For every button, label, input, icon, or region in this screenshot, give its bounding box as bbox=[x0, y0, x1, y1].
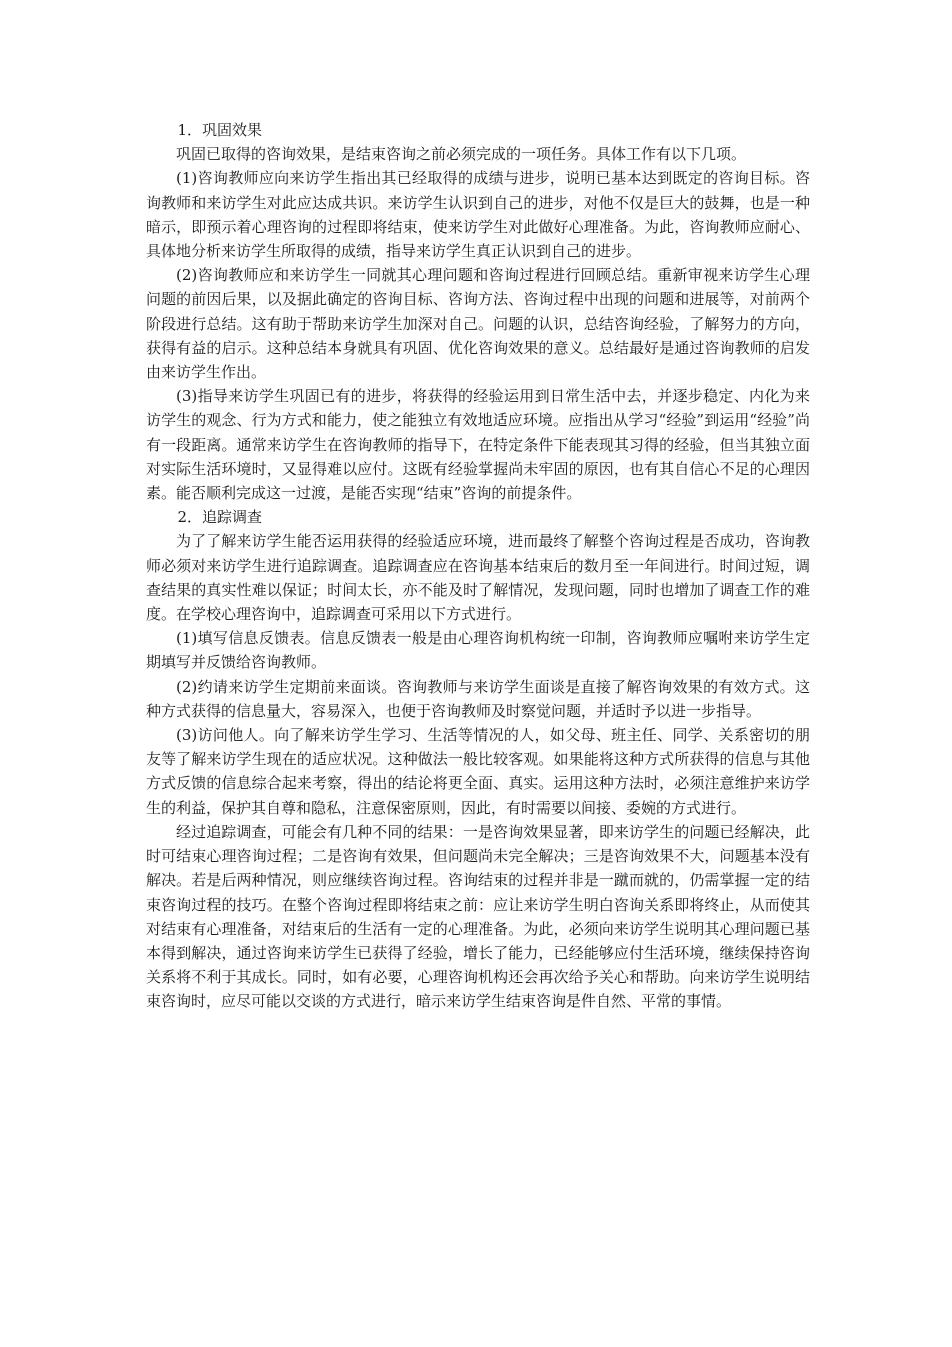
paragraph: (3)指导来访学生巩固已有的进步，将获得的经验运用到日常生活中去，并逐步稳定、内化为来访学生的观念、行为方式和能力，使之能独立有效地适应环境。应指出从学习“经验”到运用“经验”尚有一段距离。通常来访学生在咨询教师的指导下，在特定条件下能表现其习得的经验，但当其独立面对实际生活环境时，又显得难以应付。这既有经验掌握尚未牢固的原因，也有其自信心不足的心理因素。能否顺利完成这一过渡，是能否实现“结束”咨询的前提条件。 bbox=[146, 387, 810, 503]
section-heading-consolidate-effect: 1．巩固效果 bbox=[177, 121, 263, 139]
document-page bbox=[146, 118, 810, 1014]
paragraph: 经过追踪调查，可能会有几种不同的结果：一是咨询效果显著，即来访学生的问题已经解决，此时可结束心理咨询过程；二是咨询有效果，但问题尚未完全解决；三是咨询效果不大，问题基本没有解决。若是后两种情况，则应继续咨询过程。咨询结束的过程并非是一蹴而就的，仍需掌握一定的结束咨询过程的技巧。在整个咨询过程即将结束之前：应让来访学生明白咨询关系即将终止，从而使其对结束有心理准备，对结束后的生活有一定的心理准备。为此，必须向来访学生说明其心理问题已基本得到解决，通过咨询来访学生已获得了经验，增长了能力，已经能够应付生活环境，继续保持咨询关系将不利于其成长。同时，如有必要，心理咨询机构还会再次给予关心和帮助。向来访学生说明结束咨询时，应尽可能以交谈的方式进行，暗示来访学生结束咨询是件自然、平常的事情。 bbox=[146, 822, 810, 1011]
paragraph: (2)约请来访学生定期前来面谈。咨询教师与来访学生面谈是直接了解咨询效果的有效方式。这种方式获得的信息量大，容易深入，也便于咨询教师及时察觉问题，并适时予以进一步指导。 bbox=[146, 677, 810, 720]
section-heading-follow-up-survey: 2．追踪调查 bbox=[177, 508, 263, 527]
paragraph: (1)填写信息反馈表。信息反馈表一般是由心理咨询机构统一印制，咨询教师应嘱咐来访学生定期填写并反馈给咨询教师。 bbox=[146, 629, 810, 672]
paragraph: 为了了解来访学生能否运用获得的经验适应环境，进而最终了解整个咨询过程是否成功，咨询教师必须对来访学生进行追踪调查。追踪调查应在咨询基本结束后的数月至一年间进行。时间过短，调查结果的真实性难以保证；时间太长，亦不能及时了解情况，发现问题，同时也增加了调查工作的难度。在学校心理咨询中，追踪调查可采用以下方式进行。 bbox=[146, 532, 810, 624]
paragraph: (3)访问他人。向了解来访学生学习、生活等情况的人，如父母、班主任、同学、关系密切的朋友等了解来访学生现在的适应状况。这种做法一般比较客观。如果能将这种方式所获得的信息与其他方式反馈的信息综合起来考察，得出的结论将更全面、真实。运用这种方法时，必须注意维护来访学生的利益，保护其自尊和隐私，注意保密原则，因此，有时需要以间接、委婉的方式进行。 bbox=[146, 726, 810, 817]
paragraph: 巩固已取得的咨询效果，是结束咨询之前必须完成的一项任务。具体工作有以下几项。 bbox=[176, 145, 747, 164]
paragraph: (1)咨询教师应向来访学生指出其已经取得的成绩与进步，说明已基本达到既定的咨询目标。咨询教师和来访学生对此应达成共识。来访学生认识到自己的进步，对他不仅是巨大的鼓舞，也是一种暗示，即预示着心理咨询的过程即将结束，使来访学生对此做好心理准备。为此，咨询教师应耐心、具体地分析来访学生所取得的成绩，指导来访学生真正认识到自己的进步。 bbox=[146, 169, 810, 261]
paragraph: (2)咨询教师应和来访学生一同就其心理问题和咨询过程进行回顾总结。重新审视来访学生心理问题的前因后果，以及据此确定的咨询目标、咨询方法、咨询过程中出现的问题和进展等，对前两个阶段进行总结。这有助于帮助来访学生加深对自己。问题的认识，总结咨询经验，了解努力的方向，获得有益的启示。这种总结本身就具有巩固、优化咨询效果的意义。总结最好是通过咨询教师的启发由来访学生作出。 bbox=[146, 266, 810, 382]
